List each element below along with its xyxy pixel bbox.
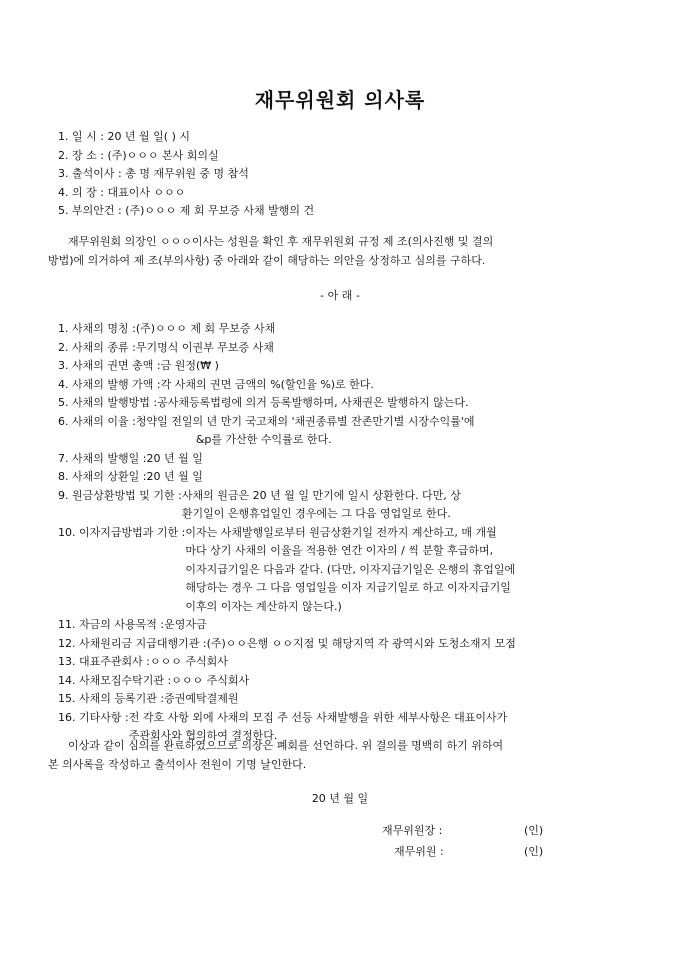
item-text: (주)ㅇㅇㅇ 제 회 무보증 사채	[135, 322, 276, 335]
list-item	[58, 672, 628, 691]
chair-role-label: 재무위원장 :	[382, 824, 443, 837]
item-line: 이자는 사채발행일로부터 원금상환기일 전까지 계산하고, 매 개월	[185, 525, 497, 539]
item-text: 운영자금	[164, 618, 207, 631]
item-text: (주)ㅇㅇ은행 ㅇㅇ지점 및 해당지역 각 광역시와 도청소재지 모점	[206, 636, 516, 650]
item-label: 1. 사채의 명칭 :	[58, 322, 136, 335]
chair-seal: (인)	[524, 824, 544, 837]
item-line: &p를 가산한 수익률로 한다.	[195, 433, 332, 446]
item-label: 11. 자금의 사용목적 :	[58, 618, 165, 631]
item-line: 주관회사와 협의하여 결정한다.	[128, 729, 278, 742]
item-text	[136, 413, 475, 450]
list-item	[58, 635, 628, 654]
attendees-row: 3. 출석이사 : 총 명 재무위원 중 명 참석	[58, 167, 249, 180]
member-seal: (인)	[524, 845, 544, 858]
item-line: 환기일이 은행휴업일인 경우에는 그 다음 영업일로 한다.	[181, 507, 451, 520]
item-line: 사채의 원금은 20 년 월 일 만기에 일시 상환한다. 다만, 상	[181, 488, 461, 502]
item-line: 이후의 이자는 계산하지 않는다.)	[185, 599, 342, 613]
list-item	[58, 524, 628, 617]
list-item	[58, 653, 628, 672]
meeting-info	[58, 128, 628, 221]
item-label: 12. 사채원리금 지급대행기관 :	[58, 636, 207, 650]
item-text: 공사채등록법령에 의거 등록발행하며, 사채권은 발행하지 않는다.	[157, 396, 469, 409]
item-text: 20 년 월 일	[146, 451, 203, 465]
meeting-date-row: 1. 일 시 : 20 년 월 일( ) 시	[58, 130, 191, 143]
item-label: 4. 사채의 발행 가액 :	[58, 377, 161, 391]
list-item	[58, 468, 628, 487]
item-label: 13. 대표주관회사 :	[58, 655, 150, 668]
agenda-row: 5. 부의안건 : (주)ㅇㅇㅇ 제 회 무보증 사채 발행의 건	[58, 204, 315, 217]
meeting-place-row: 2. 장 소 : (주)ㅇㅇㅇ 본사 회의실	[58, 148, 219, 162]
list-item	[58, 690, 628, 709]
member-role-label: 재무위원 :	[394, 845, 444, 858]
closing-line: 본 의사록을 작성하고 출석이사 전원이 기명 날인한다.	[48, 758, 307, 771]
closing-line: 이상과 같이 심의를 완료하였으므로 의장은 폐회를 선언하다. 위 결의를 명백히 하기 위하여	[68, 739, 504, 752]
item-text	[182, 487, 461, 524]
list-item	[58, 616, 628, 635]
list-item	[58, 413, 628, 450]
item-label: 10. 이자지급방법과 기한 :	[58, 525, 186, 539]
intro-line: 방법)에 의거하여 제 조(부의사항) 중 아래와 같이 해당하는 의안을 상정하고 심의를 구하다.	[48, 254, 486, 267]
closing-paragraph	[48, 736, 626, 774]
chairman-row: 4. 의 장 : 대표이사 ㅇㅇㅇ	[58, 185, 186, 199]
item-text: 금 원정(₩ )	[160, 359, 219, 372]
date-line: 20 년 월 일	[311, 792, 369, 805]
item-line: 전 각호 사항 외에 사채의 모집 주 선등 사채발행을 위한 세부사항은 대표이사가	[128, 710, 508, 724]
list-item	[58, 376, 628, 395]
item-text: ㅇㅇㅇ 주식회사	[149, 655, 228, 668]
item-line: 해당하는 경우 그 다음 영업일을 이자 지급기일로 하고 이자지급기일	[185, 581, 511, 594]
list-item	[58, 450, 628, 469]
intro-line: 재무위원회 의장인 ㅇㅇㅇ이사는 성원을 확인 후 재무위원회 규정 제 조(의사진행 및 결의	[68, 235, 494, 248]
item-label: 7. 사채의 발행일 :	[58, 451, 147, 465]
item-text: 20 년 월 일	[146, 470, 203, 483]
item-line: 마다 상기 사채의 이율을 적용한 연간 이자의 / 씩 분할 후급하며,	[185, 544, 494, 557]
item-label: 5. 사채의 발행방법 :	[58, 396, 158, 409]
item-label: 3. 사채의 권면 총액 :	[58, 359, 161, 372]
list-item	[58, 394, 628, 413]
item-label: 14. 사채모집수탁기관 :	[58, 673, 172, 687]
list-item	[58, 339, 628, 358]
item-text	[185, 524, 515, 617]
list-item	[58, 487, 628, 524]
list-item	[58, 320, 628, 339]
item-label: 15. 사채의 등록기관 :	[58, 692, 165, 705]
item-line: 이자지급기일은 다음과 같다. (다만, 이자지급기일은 은행의 휴업일에	[185, 562, 516, 576]
item-label: 8. 사채의 상환일 :	[58, 470, 147, 483]
item-text: 무기명식 이권부 무보증 사채	[135, 340, 274, 354]
resolution-items	[58, 320, 628, 746]
item-label: 6. 사채의 이율 :	[58, 414, 136, 428]
item-text: ㅇㅇㅇ 주식회사	[171, 673, 250, 687]
item-label: 16. 기타사항 :	[58, 710, 129, 724]
item-text: 각 사채의 권면 금액의 %(할인율 %)로 한다.	[160, 377, 374, 391]
item-label: 9. 원금상환방법 및 기한 :	[58, 488, 182, 502]
list-item	[58, 357, 628, 376]
item-text: 증권예탁결제원	[164, 692, 239, 705]
intro-paragraph	[48, 232, 626, 270]
item-line: 청약일 전일의 년 만기 국고채의 '채권종류별 잔존만기별 시장수익률'에	[135, 414, 475, 428]
page-title: 재무위원회 의사록	[254, 88, 426, 112]
item-label: 2. 사채의 종류 :	[58, 340, 136, 354]
notice-heading: - 아 래 -	[320, 289, 360, 302]
